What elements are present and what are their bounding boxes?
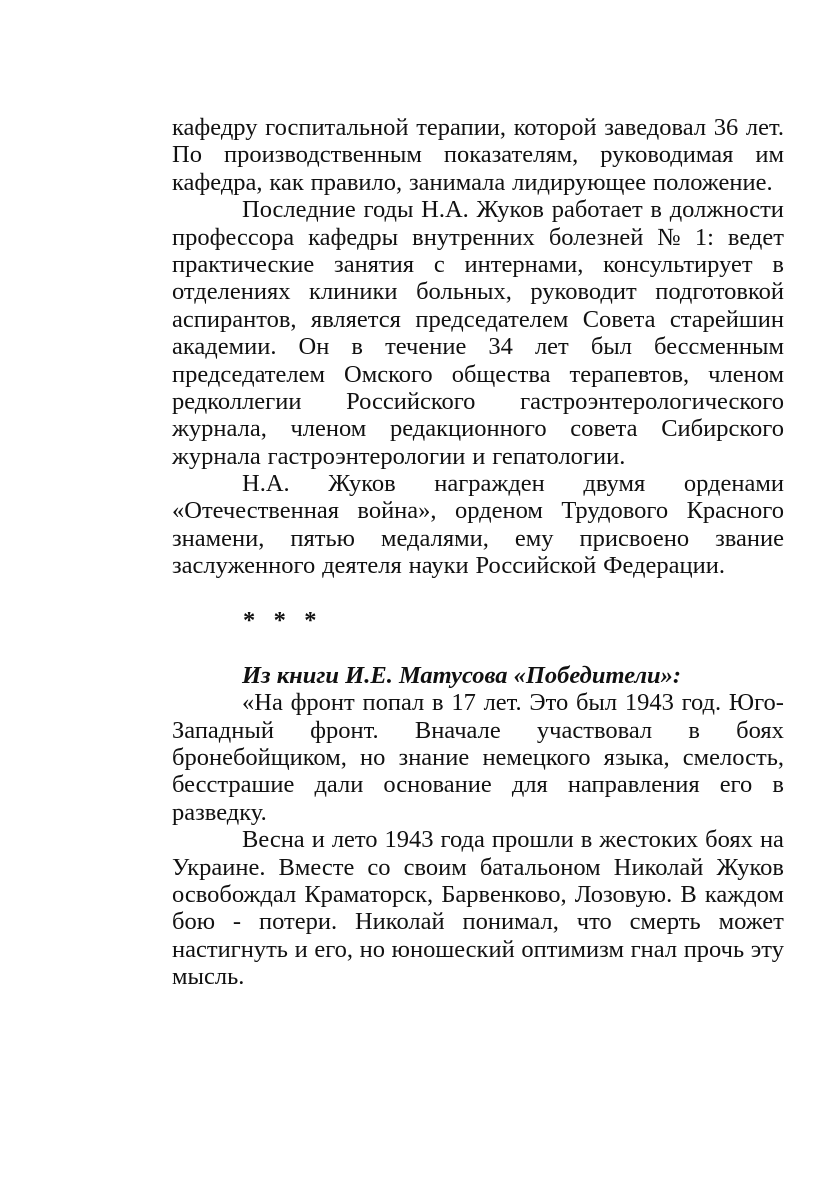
text-line: журнала, членом редакционного совета Сибирского — [172, 415, 784, 443]
quote-heading: Из книги И.Е. Матусова «Победители»: — [242, 661, 682, 689]
text-line: Весна и лето 1943 года прошли в жестоких боях на — [242, 826, 784, 854]
text-line: Украине. Вместе со своим батальоном Николай Жуков — [172, 853, 784, 881]
text-line: Н.А. Жуков награжден двумя орденами — [242, 470, 784, 498]
text-line: освобождал Краматорск, Барвенково, Лозовую. В каждом — [172, 880, 784, 908]
text-line: «На фронт попал в 17 лет. Это был 1943 год. Юго- — [242, 689, 784, 717]
text-line: Западный фронт. Вначале участвовал в боях — [172, 716, 784, 744]
text-line: председателем Омского общества терапевтов, членом — [172, 360, 784, 388]
text-line: практические занятия с интернами, консультирует в — [172, 250, 784, 278]
text-line: настигнуть и его, но юношеский оптимизм гнал прочь эту — [172, 935, 784, 963]
blank-line — [172, 580, 784, 607]
paragraph-group-biography — [172, 114, 784, 580]
text-line: бронебойщиком, но знание немецкого языка, смелость, — [172, 743, 784, 771]
document-page — [172, 114, 784, 991]
paragraph — [172, 114, 784, 196]
text-line: академии. Он в течение 34 лет был бессменным — [172, 333, 784, 361]
section-separator: * * * — [243, 607, 323, 635]
text-line: отделениях клиники больных, руководит подготовкой — [172, 278, 784, 306]
text-line: бою - потери. Николай понимал, что смерть может — [172, 908, 784, 936]
text-line: кафедру госпитальной терапии, которой заведовал 36 лет. — [172, 114, 784, 141]
text-line: редколлегии Российского гастроэнтерологического — [172, 387, 784, 415]
text-line: кафедра, как правило, занимала лидирующее положение. — [172, 168, 773, 196]
paragraph — [172, 196, 784, 470]
paragraph — [172, 689, 784, 826]
text-line: «Отечественная война», орденом Трудового Красного — [172, 497, 784, 525]
text-line: мысль. — [172, 963, 245, 991]
text-line: бесстрашие дали основание для направления его в — [172, 771, 784, 799]
text-line: профессора кафедры внутренних болезней № 1: ведет — [172, 223, 784, 251]
paragraph — [172, 826, 784, 990]
text-line: журнала гастроэнтерологии и гепатологии. — [172, 442, 626, 470]
text-line: аспирантов, является председателем Совета старейшин — [172, 305, 784, 333]
text-line: По производственным показателям, руководимая им — [172, 141, 784, 169]
blank-line — [172, 634, 784, 661]
text-line: знамени, пятью медалями, ему присвоено звание — [172, 524, 784, 552]
text-line: Последние годы Н.А. Жуков работает в должности — [242, 196, 784, 224]
text-line: разведку. — [172, 798, 267, 826]
paragraph — [172, 470, 784, 580]
paragraph-group-quote — [172, 689, 784, 990]
text-line: заслуженного деятеля науки Российской Федерации. — [172, 552, 725, 580]
